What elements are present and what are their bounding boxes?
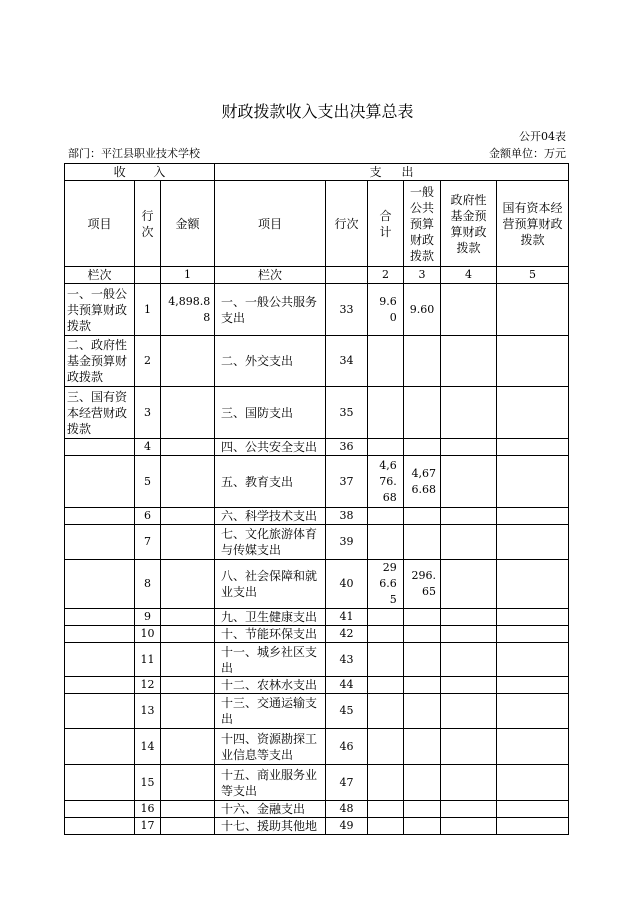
state-capital-budget-cell (497, 336, 569, 387)
fund-budget-cell (441, 765, 497, 801)
income-amount-cell (161, 694, 215, 729)
general-budget-cell (404, 387, 441, 439)
state-capital-budget-cell (497, 439, 569, 456)
income-line-no: 15 (135, 765, 161, 801)
total-cell (368, 439, 404, 456)
table-row (65, 677, 569, 694)
header-fund-budget: 政府性基金预算财政拨款 (450, 192, 487, 255)
form-code: 公开04表 (519, 130, 566, 143)
income-amount-cell (161, 560, 215, 609)
total-amount: 9.60 (379, 294, 397, 324)
state-capital-budget-cell (497, 818, 569, 835)
table-row (65, 525, 569, 560)
fund-budget-cell (441, 694, 497, 729)
expense-line-no: 46 (326, 729, 368, 765)
income-line-no: 16 (135, 801, 161, 818)
table-row (65, 560, 569, 609)
income-item-empty (65, 609, 135, 626)
fund-budget-cell (441, 643, 497, 677)
expense-item: 十二、农林水支出 (215, 677, 326, 694)
expense-line-no: 36 (326, 439, 368, 456)
state-capital-budget-cell (497, 508, 569, 525)
total-cell (368, 694, 404, 729)
expense-item: 十、节能环保支出 (215, 626, 326, 643)
general-budget-cell (404, 525, 441, 560)
income-amount-cell (161, 284, 215, 336)
income-item: 一、一般公共预算财政拨款 (65, 284, 135, 336)
income-amount-cell (161, 525, 215, 560)
income-item-empty (65, 560, 135, 609)
general-budget-cell (404, 284, 441, 336)
fund-budget-cell (441, 729, 497, 765)
table-row (65, 801, 569, 818)
expense-item: 十七、援助其他地 (215, 818, 326, 835)
income-amount-cell (161, 508, 215, 525)
total-amount: 296.65 (379, 561, 397, 606)
state-capital-budget-cell (497, 729, 569, 765)
income-item-empty (65, 626, 135, 643)
fund-budget-cell (441, 560, 497, 609)
income-amount-cell (161, 439, 215, 456)
fund-budget-cell (441, 818, 497, 835)
header-total-cell (368, 181, 404, 267)
income-amount: 4,898.88 (168, 294, 211, 324)
income-item-empty (65, 508, 135, 525)
income-line-no: 3 (135, 387, 161, 439)
fund-budget-cell (441, 387, 497, 439)
table-row (65, 508, 569, 525)
income-item-empty (65, 525, 135, 560)
header-income-item: 项目 (65, 181, 135, 267)
page-title: 财政拨款收入支出决算总表 (221, 102, 414, 121)
general-budget-amount: 4,676.68 (411, 466, 436, 496)
income-item-empty (65, 439, 135, 456)
table-row (65, 336, 569, 387)
expense-line-no: 48 (326, 801, 368, 818)
fund-budget-cell (441, 508, 497, 525)
header-expense-line: 行次 (326, 181, 368, 267)
state-capital-budget-cell (497, 626, 569, 643)
state-capital-budget-cell (497, 609, 569, 626)
state-capital-budget-cell (497, 765, 569, 801)
expense-item: 三、国防支出 (215, 387, 326, 439)
income-line-no: 8 (135, 560, 161, 609)
total-amount: 4,676.68 (379, 458, 397, 504)
header-capital-cell (497, 181, 569, 267)
income-amount-cell (161, 336, 215, 387)
income-item: 二、政府性基金预算财政拨款 (65, 336, 135, 387)
state-capital-budget-cell (497, 801, 569, 818)
table-row (65, 609, 569, 626)
fund-budget-cell (441, 801, 497, 818)
general-budget-cell (404, 677, 441, 694)
income-item-empty (65, 677, 135, 694)
table-row (65, 626, 569, 643)
expense-item: 五、教育支出 (215, 456, 326, 508)
state-capital-budget-cell (497, 525, 569, 560)
income-line-no: 7 (135, 525, 161, 560)
income-line-no: 2 (135, 336, 161, 387)
income-line-no: 10 (135, 626, 161, 643)
header-general-budget: 一般公共预算财政拨款 (410, 184, 435, 263)
general-budget-cell (404, 818, 441, 835)
table-row (65, 729, 569, 765)
expense-item: 六、科学技术支出 (215, 508, 326, 525)
fund-budget-cell (441, 626, 497, 643)
empty-cell (135, 267, 161, 284)
general-budget-cell (404, 560, 441, 609)
total-cell (368, 818, 404, 835)
expense-item: 四、公共安全支出 (215, 439, 326, 456)
total-cell (368, 801, 404, 818)
table-row (65, 765, 569, 801)
income-line-no: 6 (135, 508, 161, 525)
general-budget-amount: 9.60 (409, 302, 435, 316)
total-cell (368, 456, 404, 508)
budget-summary-table (64, 163, 569, 835)
header-income-line: 行次 (141, 208, 154, 239)
income-amount-cell (161, 387, 215, 439)
income-line-no: 12 (135, 677, 161, 694)
expense-item: 七、文化旅游体育与传媒支出 (215, 525, 326, 560)
expense-item: 十一、城乡社区支出 (215, 643, 326, 677)
total-cell (368, 560, 404, 609)
group-header-row (65, 164, 569, 181)
income-amount-cell (161, 643, 215, 677)
expense-line-no: 37 (326, 456, 368, 508)
expense-item: 十五、商业服务业等支出 (215, 765, 326, 801)
total-cell (368, 387, 404, 439)
index-total: 2 (368, 267, 404, 284)
header-income-amount: 金额 (161, 181, 215, 267)
expense-line-no: 47 (326, 765, 368, 801)
expense-line-no: 40 (326, 560, 368, 609)
header-income-line-cell (135, 181, 161, 267)
general-budget-cell (404, 729, 441, 765)
general-budget-cell (404, 609, 441, 626)
expense-line-no: 35 (326, 387, 368, 439)
general-budget-cell (404, 508, 441, 525)
table-row (65, 456, 569, 508)
income-line-no: 5 (135, 456, 161, 508)
amount-unit-label: 金额单位：万元 (489, 147, 566, 160)
column-header-row (65, 181, 569, 267)
header-fund-cell (441, 181, 497, 267)
table-row (65, 643, 569, 677)
general-budget-cell (404, 643, 441, 677)
income-item-empty (65, 818, 135, 835)
expense-line-no: 34 (326, 336, 368, 387)
table-row (65, 387, 569, 439)
index-general: 3 (404, 267, 441, 284)
general-budget-cell (404, 801, 441, 818)
table-row (65, 818, 569, 835)
state-capital-budget-cell (497, 677, 569, 694)
total-cell (368, 765, 404, 801)
header-expense-item: 项目 (215, 181, 326, 267)
income-line-no: 1 (135, 284, 161, 336)
general-budget-cell (404, 694, 441, 729)
expense-item: 十六、金融支出 (215, 801, 326, 818)
fund-budget-cell (441, 525, 497, 560)
income-amount-cell (161, 456, 215, 508)
expense-line-no: 44 (326, 677, 368, 694)
general-budget-cell (404, 439, 441, 456)
state-capital-budget-cell (497, 284, 569, 336)
state-capital-budget-cell (497, 694, 569, 729)
state-capital-budget-cell (497, 456, 569, 508)
expense-line-no: 42 (326, 626, 368, 643)
income-item-empty (65, 694, 135, 729)
expense-line-no: 45 (326, 694, 368, 729)
income-item: 三、国有资本经营财政拨款 (65, 387, 135, 439)
index-capital: 5 (497, 267, 569, 284)
state-capital-budget-cell (497, 560, 569, 609)
header-total: 合计 (379, 208, 392, 239)
general-budget-cell (404, 336, 441, 387)
income-item-empty (65, 643, 135, 677)
total-cell (368, 626, 404, 643)
index-income-label: 栏次 (65, 267, 135, 284)
total-cell (368, 609, 404, 626)
total-cell (368, 508, 404, 525)
income-item-empty (65, 801, 135, 818)
fund-budget-cell (441, 677, 497, 694)
expense-line-no: 38 (326, 508, 368, 525)
income-line-no: 13 (135, 694, 161, 729)
expense-line-no: 43 (326, 643, 368, 677)
fund-budget-cell (441, 284, 497, 336)
total-cell (368, 729, 404, 765)
table-row (65, 694, 569, 729)
income-line-no: 9 (135, 609, 161, 626)
expense-group-header: 支 出 (215, 164, 569, 181)
index-fund: 4 (441, 267, 497, 284)
expense-item: 八、社会保障和就业支出 (215, 560, 326, 609)
income-amount-cell (161, 626, 215, 643)
income-item-empty (65, 765, 135, 801)
income-amount-cell (161, 818, 215, 835)
total-cell (368, 677, 404, 694)
expense-line-no: 41 (326, 609, 368, 626)
fund-budget-cell (441, 336, 497, 387)
income-line-no: 17 (135, 818, 161, 835)
header-general-cell (404, 181, 441, 267)
empty-cell (326, 267, 368, 284)
department-label: 部门：平江县职业技术学校 (68, 147, 200, 160)
general-budget-cell (404, 456, 441, 508)
general-budget-cell (404, 765, 441, 801)
fund-budget-cell (441, 456, 497, 508)
income-item-empty (65, 456, 135, 508)
total-cell (368, 643, 404, 677)
income-amount-cell (161, 765, 215, 801)
state-capital-budget-cell (497, 387, 569, 439)
income-line-no: 14 (135, 729, 161, 765)
table-row (65, 284, 569, 336)
index-income-amount: 1 (161, 267, 215, 284)
total-cell (368, 525, 404, 560)
expense-item: 九、卫生健康支出 (215, 609, 326, 626)
income-amount-cell (161, 801, 215, 818)
expense-item: 一、一般公共服务支出 (215, 284, 326, 336)
income-amount-cell (161, 609, 215, 626)
income-amount-cell (161, 729, 215, 765)
general-budget-amount: 296.65 (411, 569, 436, 598)
expense-line-no: 33 (326, 284, 368, 336)
fund-budget-cell (441, 609, 497, 626)
expense-item: 二、外交支出 (215, 336, 326, 387)
column-index-row (65, 267, 569, 284)
income-item-empty (65, 729, 135, 765)
expense-line-no: 39 (326, 525, 368, 560)
total-cell (368, 284, 404, 336)
total-cell (368, 336, 404, 387)
table-row (65, 439, 569, 456)
index-expense-label: 栏次 (215, 267, 326, 284)
income-line-no: 4 (135, 439, 161, 456)
expense-item: 十三、交通运输支出 (215, 694, 326, 729)
expense-line-no: 49 (326, 818, 368, 835)
expense-item: 十四、资源勘探工业信息等支出 (215, 729, 326, 765)
header-state-capital-budget: 国有资本经营预算财政拨款 (502, 200, 563, 247)
general-budget-cell (404, 626, 441, 643)
income-group-header: 收 入 (65, 164, 215, 181)
state-capital-budget-cell (497, 643, 569, 677)
fund-budget-cell (441, 439, 497, 456)
income-amount-cell (161, 677, 215, 694)
income-line-no: 11 (135, 643, 161, 677)
